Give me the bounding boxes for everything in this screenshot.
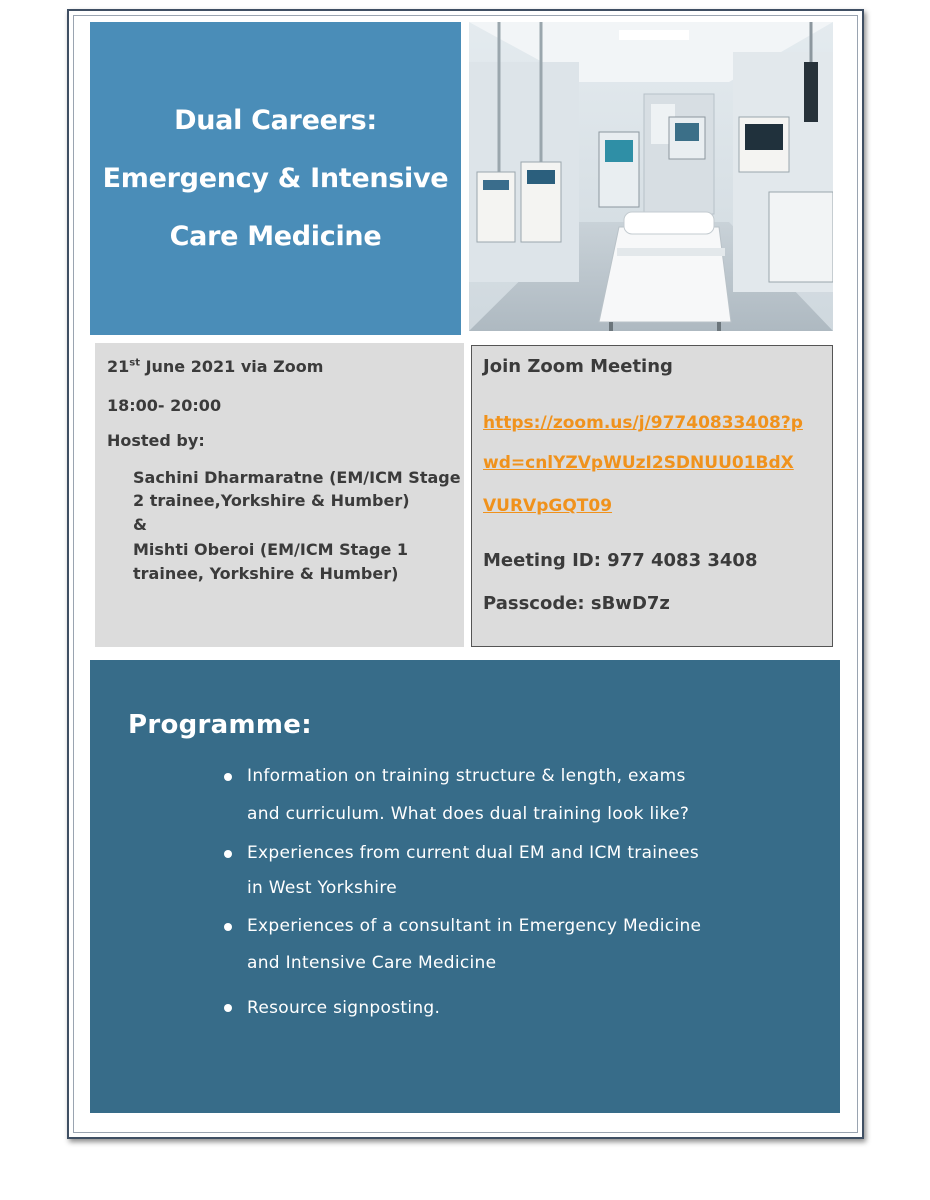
host-1-line-2: 2 trainee,Yorkshire & Humber) <box>133 491 410 510</box>
title-line-1: Dual Careers: <box>174 104 377 136</box>
bullet-icon <box>224 850 232 858</box>
zoom-link-line-1[interactable]: https://zoom.us/j/97740833408?p <box>483 413 803 433</box>
event-date-day: 21 <box>107 357 130 376</box>
bullet-icon <box>224 773 232 781</box>
programme-item-4-line-1: Resource signposting. <box>247 998 441 1018</box>
event-time: 18:00- 20:00 <box>107 396 222 415</box>
zoom-meeting-panel <box>471 345 833 647</box>
hospital-ward-illustration <box>469 22 833 331</box>
programme-panel <box>90 660 840 1113</box>
event-date-rest: June 2021 via Zoom <box>140 357 324 376</box>
programme-item-2-line-2: in West Yorkshire <box>247 878 397 898</box>
meeting-passcode: Passcode: sBwD7z <box>483 593 670 614</box>
programme-item-3-line-2: and Intensive Care Medicine <box>247 953 497 973</box>
hosts-ampersand: & <box>133 515 147 534</box>
zoom-heading: Join Zoom Meeting <box>483 356 673 377</box>
title-banner <box>90 22 461 335</box>
title-line-3: Care Medicine <box>169 220 382 252</box>
zoom-link-line-3[interactable]: VURVpGQT09 <box>483 496 613 516</box>
host-2-line-1: Mishti Oberoi (EM/ICM Stage 1 <box>133 540 409 559</box>
meeting-id: Meeting ID: 977 4083 3408 <box>483 550 758 571</box>
zoom-link-line-2[interactable]: wd=cnlYZVpWUzI2SDNUU01BdX <box>483 453 794 473</box>
hospital-ward-photo <box>469 22 833 331</box>
programme-item-2-line-1: Experiences from current dual EM and ICM trainees <box>247 843 700 863</box>
title-line-2: Emergency & Intensive <box>102 162 449 194</box>
event-date-suffix: st <box>129 357 140 369</box>
programme-item-1-line-1: Information on training structure & length, exams <box>247 766 686 786</box>
host-2-line-2: trainee, Yorkshire & Humber) <box>133 564 399 583</box>
programme-item-1-line-2: and curriculum. What does dual training look like? <box>247 804 690 824</box>
event-date <box>107 357 323 376</box>
bullet-icon <box>224 1004 232 1012</box>
programme-title: Programme: <box>128 710 312 740</box>
event-details-panel <box>95 343 464 647</box>
hosted-by-label: Hosted by: <box>107 431 205 450</box>
bullet-icon <box>224 923 232 931</box>
programme-item-3-line-1: Experiences of a consultant in Emergency Medicine <box>247 916 702 936</box>
host-1-line-1: Sachini Dharmaratne (EM/ICM Stage <box>133 468 461 487</box>
